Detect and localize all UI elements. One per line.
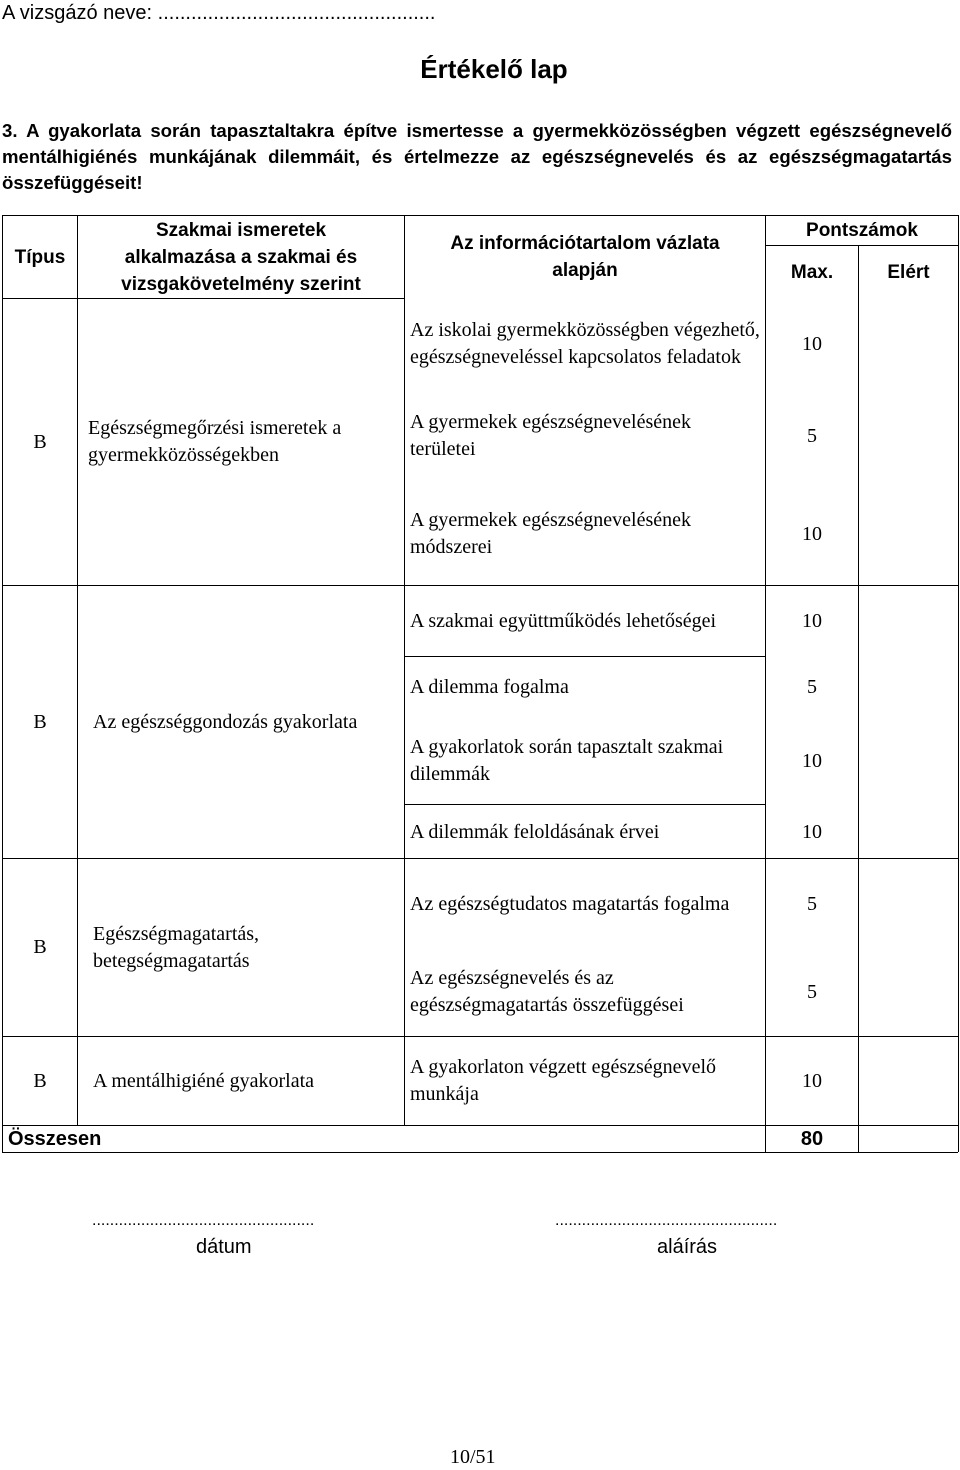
row-max: 10 [802,749,822,772]
header-outline: Az információtartalom vázlata alapján [450,233,720,281]
signature-label: aláírás [657,1236,718,1258]
row-type: B [33,936,47,958]
row-type: B [33,710,47,733]
header-achieved: Elért [887,261,930,283]
date-dots: .................................................. [92,1212,315,1229]
header-type: Típus [14,246,66,268]
table-border-right [958,215,959,1152]
row-type: B [33,1069,47,1092]
total-max: 80 [800,1127,824,1150]
row-outline: A gyermekek egészségnevelésének módszerei [410,509,691,558]
date-label: dátum [196,1236,252,1258]
row-outline: A dilemma fogalma [410,675,569,698]
row-outline: A gyakorlaton végzett egészségnevelő munkája [410,1056,716,1105]
row-max: 5 [807,892,817,915]
row-knowledge: Az egészséggondozás gyakorlata [93,710,358,733]
total-label: Összesen [8,1127,102,1150]
row-knowledge: A mentálhigiéné gyakorlata [93,1069,315,1092]
column-divider [858,245,859,1152]
row-knowledge: Egészségmagatartás, betegségmagatartás [93,922,260,972]
signature-dots: .................................................. [555,1212,778,1229]
row-max: 5 [807,424,817,447]
page-title: Értékelő lap [420,54,568,84]
row-max: 5 [807,675,817,698]
row-outline: Az egészségtudatos magatartás fogalma [410,892,730,915]
header-knowledge: Szakmai ismeretek alkalmazása a szakmai és vizsgakövetelmény szerint [121,219,361,295]
row-outline: A dilemmák feloldásának érvei [410,820,660,843]
row-outline: A szakmai együttműködés lehetőségei [410,610,717,632]
row-outline: Az egészségnevelés és az egészségmagatartás összefüggései [410,967,684,1016]
row-divider [404,656,765,657]
row-knowledge: Egészségmegőrzési ismeretek a gyermekközösségekben [88,417,342,466]
header-points: Pontszámok [806,220,918,241]
row-outline: Az iskolai gyermekközösségben végezhető, egészségneveléssel kapcsolatos feladatok [410,319,760,368]
row-max: 10 [802,820,822,843]
row-max: 10 [802,332,822,355]
header-max: Max. [790,261,834,283]
task-text: 3. A gyakorlata során tapasztaltakra építve ismertesse a gyermekközösségben végzett egészségnevelő mentálhigiénés munkájának dilemmáit, és értelmezze az egészségnevelés és az egészségmagatartás összefüggéseit! [2,120,952,193]
row-max: 10 [802,610,822,632]
examinee-name-line: A vizsgázó neve: .................................................. [2,2,436,24]
row-max: 5 [807,980,817,1003]
row-max: 10 [802,522,822,545]
row-type: B [33,430,47,453]
row-outline: A gyakorlatok során tapasztalt szakmai dilemmák [410,736,724,785]
column-divider [77,215,78,1125]
row-outline: A gyermekek egészségnevelésének területei [410,411,691,460]
page-number: 10/51 [450,1446,496,1468]
row-divider [404,804,765,805]
row-max: 10 [802,1069,822,1092]
column-divider [404,215,405,1125]
